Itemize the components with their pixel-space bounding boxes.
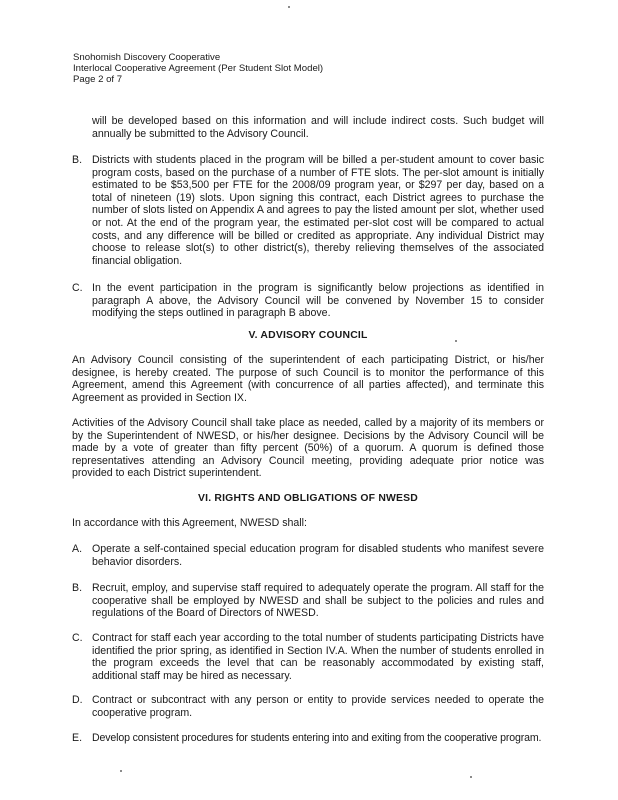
section-vi-item-b xyxy=(72,582,544,620)
item-letter: C. xyxy=(72,632,83,644)
item-text: Recruit, employ, and supervise staff required to adequately operate the program. All staff for the cooperative shall be employed by NWESD and shall be subject to the policies and rules and regulations of the Board of Directors of NWESD. xyxy=(92,582,544,620)
scan-speck xyxy=(470,776,472,778)
item-letter: A. xyxy=(72,543,83,555)
section-vi-intro: In accordance with this Agreement, NWESD shall: xyxy=(72,517,307,529)
section-iv-item-c xyxy=(72,282,544,320)
document-header xyxy=(73,52,323,85)
item-text: Districts with students placed in the program will be billed a per-student amount to cover basic program costs, based on the purchase of a number of FTE slots. The per-slot amount is initially estimated to be $53,500 per FTE for the 2008/09 program year, or $297 per day, based on a total of nineteen (19) slots. Upon signing this contract, each District agrees to purchase the number of slots listed on Appendix A and agrees to pay the listed amount per slot, whether used or not. At the end of the program year, the estimated per-slot cost will be compared to actual costs, and any difference will be billed or credited as appropriate. Any individual District may choose to release slot(s) to other district(s), thereby relieving themselves of the associated financial obligation. xyxy=(92,154,544,267)
section-v-heading: V. ADVISORY COUNCIL xyxy=(248,330,368,341)
item-letter: C. xyxy=(72,282,83,294)
section-vi-item-e xyxy=(72,732,544,745)
item-text: Operate a self-contained special education program for disabled students who manifest severe behavior disorders. xyxy=(92,543,544,568)
scan-speck xyxy=(455,340,457,342)
item-text: In the event participation in the program is significantly below projections as identified in paragraph A above, the Advisory Council will be convened by November 15 to consider modifying the steps outlined in paragraph B above. xyxy=(92,282,544,320)
item-letter: B. xyxy=(72,582,83,594)
item-text: Contract or subcontract with any person or entity to provide services needed to operate the cooperative program. xyxy=(92,694,544,719)
scan-speck xyxy=(120,770,122,772)
section-vi-item-c xyxy=(72,632,544,682)
item-text: Develop consistent procedures for students entering into and exiting from the cooperative program. xyxy=(92,732,542,744)
item-letter: B. xyxy=(72,154,83,166)
item-text: Contract for staff each year according to the total number of students participating Districts have identified the prior spring, as identified in Section IV.A. When the number of students enrolled in the program exceeds the level that can be reasonably accommodated by existing staff, additional staff may be hired as necessary. xyxy=(92,632,544,682)
item-letter: D. xyxy=(72,694,83,706)
item-letter: E. xyxy=(72,732,83,744)
section-v-paragraph-1: An Advisory Council consisting of the superintendent of each participating District, or his/her designee, is hereby created. The purpose of such Council is to monitor the performance of this Agreement, amend this Agreement (with concurrence of all parties affected), and terminate this Agreement as provided in Section IX. xyxy=(72,354,544,404)
header-page-number: Page 2 of 7 xyxy=(73,74,123,85)
scan-speck xyxy=(288,6,290,8)
section-iv-item-b xyxy=(72,154,544,267)
intro-continuation-paragraph: will be developed based on this information and will include indirect costs. Such budget will annually be submitted to the Advisory Council. xyxy=(92,115,544,140)
header-organization: Snohomish Discovery Cooperative xyxy=(73,52,221,63)
section-vi-item-a xyxy=(72,543,544,568)
header-agreement-title: Interlocal Cooperative Agreement (Per Student Slot Model) xyxy=(73,63,324,74)
section-vi-heading: VI. RIGHTS AND OBLIGATIONS OF NWESD xyxy=(197,493,418,504)
section-vi-item-d xyxy=(72,694,544,719)
section-v-paragraph-2: Activities of the Advisory Council shall take place as needed, called by a majority of its members or by the Superintendent of NWESD, or his/her designee. Decisions by the Advisory Council will be made by a vote of greater than fifty percent (50%) of a quorum. A quorum is defined those representatives attending an Advisory Council meeting, providing adequate prior notice was provided to each District superintendent. xyxy=(72,417,544,480)
